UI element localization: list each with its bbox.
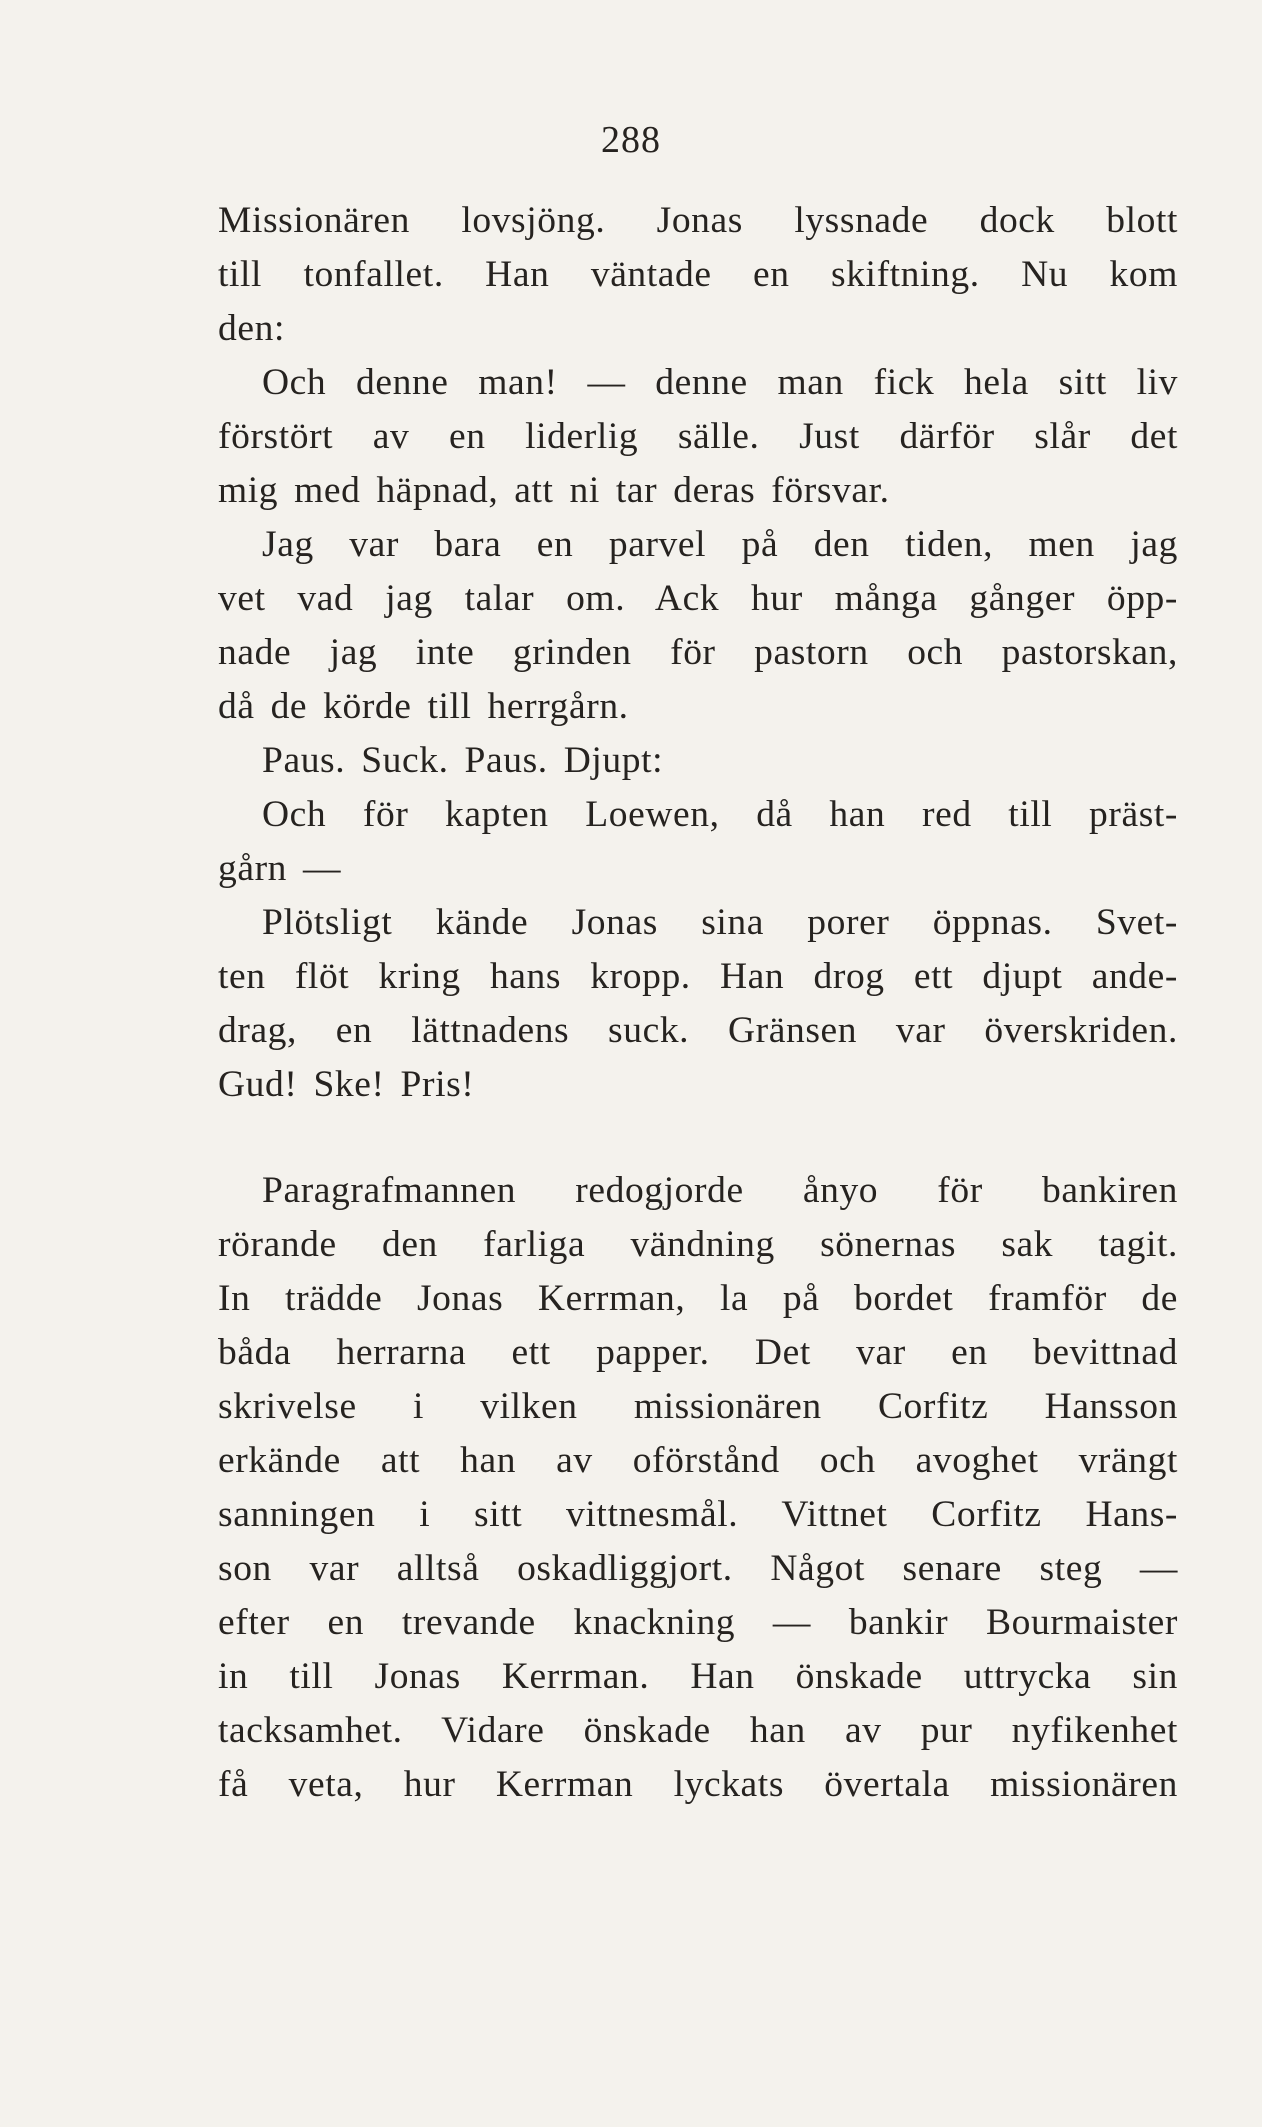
- page-number: 288: [601, 119, 661, 161]
- text-line: In trädde Jonas Kerrman, la på bordet framför de: [218, 1278, 1178, 1319]
- text-line: drag, en lättnadens suck. Gränsen var överskriden.: [218, 1010, 1178, 1051]
- text-line: nade jag inte grinden för pastorn och pastorskan,: [218, 632, 1178, 673]
- text-line: Paus. Suck. Paus. Djupt:: [262, 740, 664, 781]
- text-line: vet vad jag talar om. Ack hur många gånger öpp-: [218, 578, 1178, 619]
- text-line: båda herrarna ett papper. Det var en bevittnad: [218, 1332, 1178, 1373]
- body-text: [218, 194, 1178, 1812]
- text-line: då de körde till herrgårn.: [218, 686, 629, 727]
- text-line: tacksamhet. Vidare önskade han av pur nyfikenhet: [218, 1710, 1178, 1751]
- text-line: sanningen i sitt vittnesmål. Vittnet Corfitz Hans-: [218, 1494, 1178, 1535]
- text-line: Gud! Ske! Pris!: [218, 1064, 475, 1105]
- text-line: gårn —: [218, 848, 342, 889]
- text-line: till tonfallet. Han väntade en skiftning. Nu kom: [218, 254, 1178, 295]
- text-line: erkände att han av oförstånd och avoghet vrängt: [218, 1440, 1178, 1481]
- text-line: Plötsligt kände Jonas sina porer öppnas. Svet-: [262, 902, 1178, 943]
- text-line: den:: [218, 308, 285, 349]
- text-line: mig med häpnad, att ni tar deras försvar.: [218, 470, 890, 511]
- text-line: skrivelse i vilken missionären Corfitz Hansson: [218, 1386, 1178, 1427]
- text-line: förstört av en liderlig sälle. Just därför slår det: [218, 416, 1178, 457]
- text-line: rörande den farliga vändning sönernas sak tagit.: [218, 1224, 1178, 1265]
- text-line: efter en trevande knackning — bankir Bourmaister: [218, 1602, 1178, 1643]
- text-line: in till Jonas Kerrman. Han önskade uttrycka sin: [218, 1656, 1178, 1697]
- text-line: Paragrafmannen redogjorde ånyo för bankiren: [262, 1170, 1178, 1211]
- text-line: Och för kapten Loewen, då han red till präst-: [262, 794, 1178, 835]
- text-line: son var alltså oskadliggjort. Något senare steg —: [218, 1548, 1178, 1589]
- text-line: Och denne man! — denne man fick hela sitt liv: [262, 362, 1178, 403]
- paragraph-break: [218, 1112, 1178, 1164]
- text-line: ten flöt kring hans kropp. Han drog ett djupt ande-: [218, 956, 1178, 997]
- text-line: Missionären lovsjöng. Jonas lyssnade dock blott: [218, 200, 1178, 241]
- text-line: få veta, hur Kerrman lyckats övertala missionären: [218, 1764, 1178, 1805]
- text-line: Jag var bara en parvel på den tiden, men jag: [262, 524, 1178, 565]
